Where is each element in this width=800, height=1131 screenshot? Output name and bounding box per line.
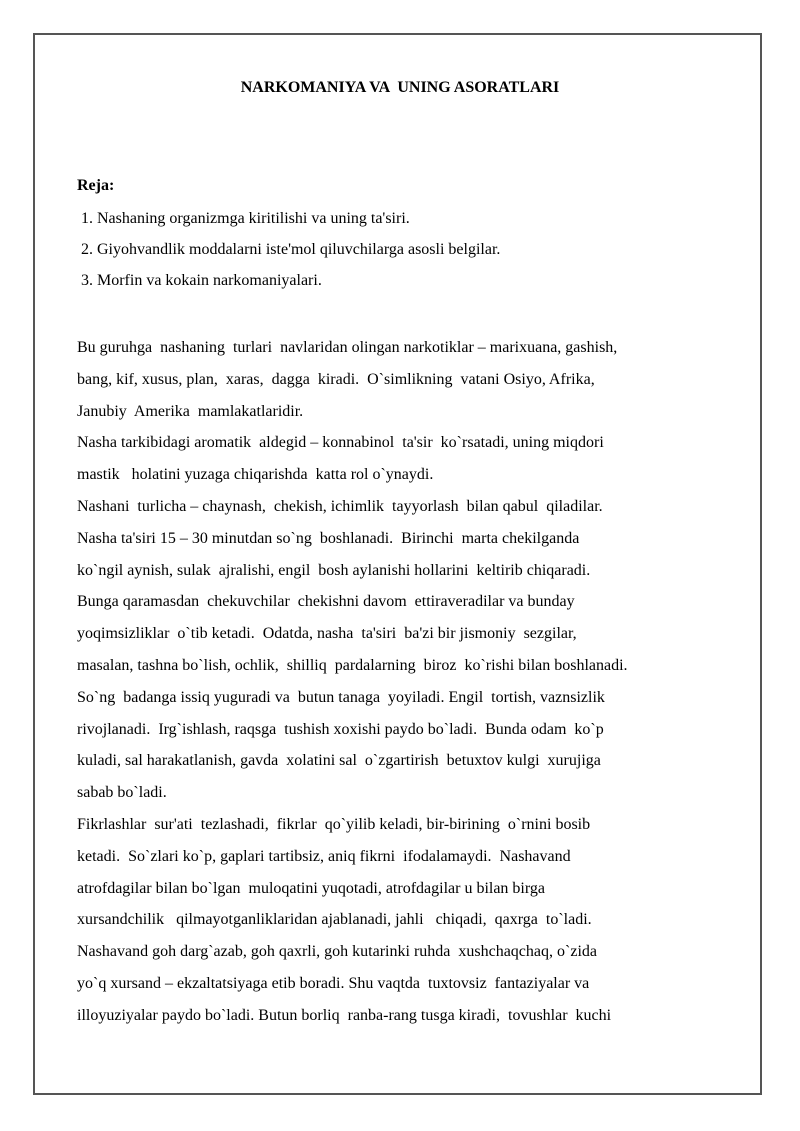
paragraph-line: kuladi, sal harakatlanish, gavda xolatini sal o`zgartirish betuxtov kulgi xurujiga (77, 752, 601, 770)
paragraph-line: ketadi. So`zlari ko`p, gaplari tartibsiz, aniq fikrni ifodalamaydi. Nashavand (77, 847, 571, 865)
plan-item: 2. Giyohvandlik moddalarni iste'mol qiluvchilarga asosli belgilar. (77, 241, 501, 258)
paragraph-line: Nasha ta'siri 15 – 30 minutdan so`ng boshlanadi. Birinchi marta chekilganda (77, 529, 580, 547)
paragraph-line: Bu guruhga nashaning turlari navlaridan olingan narkotiklar – marixuana, gashish, (77, 339, 618, 356)
paragraph-line: mastik holatini yuzaga chiqarishda katta rol o`ynaydi. (77, 466, 434, 484)
paragraph-line: masalan, tashna bo`lish, ochlik, shilliq pardalarning biroz ko`rishi bilan boshlanadi. (77, 656, 628, 674)
paragraph-line: Nasha tarkibidagi aromatik aldegid – konnabinol ta'sir ko`rsatadi, uning miqdori (77, 434, 604, 452)
paragraph-line: ko`ngil aynish, sulak ajralishi, engil bosh aylanishi hollarini keltirib chiqaradi. (77, 561, 591, 579)
plan-heading: Reja: (77, 177, 115, 194)
body-text (77, 338, 757, 1038)
paragraph-line: So`ng badanga issiq yuguradi va butun tanaga yoyiladi. Engil tortish, vaznsizlik (77, 688, 605, 706)
paragraph-line: Fikrlashlar sur'ati tezlashadi, fikrlar qo`yilib keladi, bir-birining o`rnini bosib (77, 815, 591, 833)
plan-item: 1. Nashaning organizmga kiritilishi va uning ta'siri. (77, 210, 410, 227)
paragraph-line: sabab bo`ladi. (77, 784, 167, 802)
paragraph-line: Janubiy Amerika mamlakatlaridir. (77, 402, 304, 420)
paragraph-line: rivojlanadi. Irg`ishlash, raqsga tushish xoxishi paydo bo`ladi. Bunda odam ko`p (77, 720, 604, 738)
plan-item: 3. Morfin va kokain narkomaniyalari. (77, 272, 322, 289)
paragraph-line: Bunga qaramasdan chekuvchilar chekishni davom ettiraveradilar va bunday (77, 593, 575, 611)
paragraph-line: bang, kif, xusus, plan, xaras, dagga kiradi. O`simlikning vatani Osiyo, Afrika, (77, 370, 595, 388)
paragraph-line: illoyuziyalar paydo bo`ladi. Butun borliq ranba-rang tusga kiradi, tovushlar kuchi (77, 1006, 612, 1024)
paragraph-line: atrofdagilar bilan bo`lgan muloqatini yuqotadi, atrofdagilar u bilan birga (77, 879, 546, 897)
document-title: NARKOMANIYA VA UNING ASORATLARI (240, 79, 560, 96)
paragraph-line: yo`q xursand – ekzaltatsiyaga etib boradi. Shu vaqtda tuxtovsiz fantaziyalar va (77, 974, 590, 992)
paragraph-line: xursandchilik qilmayotganliklaridan ajablanadi, jahli chiqadi, qaxrga to`ladi. (77, 911, 592, 929)
paragraph-line: Nashani turlicha – chaynash, chekish, ichimlik tayyorlash bilan qabul qiladilar. (77, 497, 603, 515)
paragraph-line: yoqimsizliklar o`tib ketadi. Odatda, nasha ta'siri ba'zi bir jismoniy sezgilar, (77, 625, 577, 643)
plan-list (77, 209, 500, 302)
paragraph-line: Nashavand goh darg`azab, goh qaxrli, goh kutarinki ruhda xushchaqchaq, o`zida (77, 943, 597, 961)
